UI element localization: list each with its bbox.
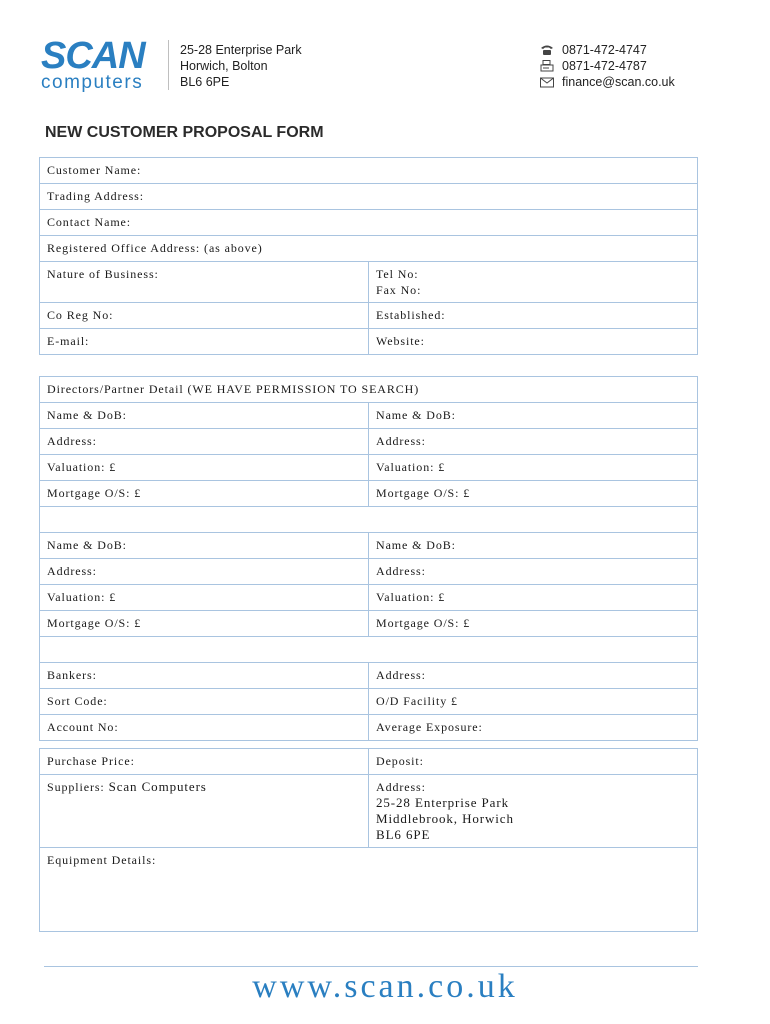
spacer-row <box>40 507 698 533</box>
suppliers-label: Suppliers: <box>47 780 105 794</box>
form-title: NEW CUSTOMER PROPOSAL FORM <box>45 124 324 141</box>
nature-of-business-field[interactable]: Nature of Business: <box>40 262 369 303</box>
address-line-3: BL6 6PE <box>180 75 230 89</box>
director-1-mortgage[interactable]: Mortgage O/S: £ <box>40 481 369 507</box>
director-1-address[interactable]: Address: <box>40 429 369 455</box>
director-1-valuation[interactable]: Valuation: £ <box>40 455 369 481</box>
director-3-address[interactable]: Address: <box>40 559 369 585</box>
director-4-name-dob[interactable]: Name & DoB: <box>369 533 698 559</box>
od-facility-field[interactable]: O/D Facility £ <box>369 689 698 715</box>
director-4-mortgage[interactable]: Mortgage O/S: £ <box>369 611 698 637</box>
scan-computers-logo <box>41 35 161 93</box>
phone-icon <box>540 44 554 56</box>
header-divider <box>168 40 169 90</box>
supplier-address-line-3: BL6 6PE <box>376 827 431 842</box>
sort-code-field[interactable]: Sort Code: <box>40 689 369 715</box>
footer-divider <box>44 966 698 967</box>
director-2-address[interactable]: Address: <box>369 429 698 455</box>
account-no-field[interactable]: Account No: <box>40 715 369 741</box>
deposit-field[interactable]: Deposit: <box>369 749 698 775</box>
bankers-field[interactable]: Bankers: <box>40 663 369 689</box>
customer-details-table <box>39 157 698 355</box>
spacer-row <box>40 637 698 663</box>
website-field[interactable]: Website: <box>369 329 698 355</box>
envelope-icon <box>540 76 554 88</box>
email-row <box>540 74 675 90</box>
company-address <box>180 42 302 90</box>
supplier-address-line-1: 25-28 Enterprise Park <box>376 795 509 810</box>
co-reg-no-field[interactable]: Co Reg No: <box>40 303 369 329</box>
director-1-name-dob[interactable]: Name & DoB: <box>40 403 369 429</box>
fax-no-label: Fax No: <box>376 283 422 297</box>
directors-heading: Directors/Partner Detail (WE HAVE PERMISSION TO SEARCH) <box>40 377 698 403</box>
fax-icon <box>540 60 554 72</box>
contact-name-field[interactable]: Contact Name: <box>40 210 698 236</box>
equipment-details-field[interactable]: Equipment Details: <box>40 848 698 932</box>
tel-fax-field[interactable] <box>369 262 698 303</box>
director-2-valuation[interactable]: Valuation: £ <box>369 455 698 481</box>
email-field[interactable]: E-mail: <box>40 329 369 355</box>
address-line-1: 25-28 Enterprise Park <box>180 43 302 57</box>
address-line-2: Horwich, Bolton <box>180 59 268 73</box>
director-2-name-dob[interactable]: Name & DoB: <box>369 403 698 429</box>
fax-number: 0871-472-4787 <box>562 59 647 73</box>
bank-address-field[interactable]: Address: <box>369 663 698 689</box>
supplier-address-field[interactable] <box>369 775 698 848</box>
logo-scan-text: SCAN <box>41 35 145 77</box>
directors-table <box>39 376 698 741</box>
director-3-mortgage[interactable]: Mortgage O/S: £ <box>40 611 369 637</box>
customer-name-field[interactable]: Customer Name: <box>40 158 698 184</box>
supplier-address-label: Address: <box>376 780 426 794</box>
footer-website: www.scan.co.uk <box>252 968 518 1005</box>
trading-address-field[interactable]: Trading Address: <box>40 184 698 210</box>
supplier-address-line-2: Middlebrook, Horwich <box>376 811 514 826</box>
director-3-name-dob[interactable]: Name & DoB: <box>40 533 369 559</box>
registered-office-field[interactable]: Registered Office Address: (as above) <box>40 236 698 262</box>
phone-row <box>540 42 675 58</box>
average-exposure-field[interactable]: Average Exposure: <box>369 715 698 741</box>
director-4-address[interactable]: Address: <box>369 559 698 585</box>
director-3-valuation[interactable]: Valuation: £ <box>40 585 369 611</box>
director-4-valuation[interactable]: Valuation: £ <box>369 585 698 611</box>
contact-details <box>540 42 675 90</box>
established-field[interactable]: Established: <box>369 303 698 329</box>
purchase-price-field[interactable]: Purchase Price: <box>40 749 369 775</box>
fax-row <box>540 58 675 74</box>
logo-computers-text: computers <box>41 72 144 93</box>
tel-no-label: Tel No: <box>376 267 419 281</box>
phone-number: 0871-472-4747 <box>562 43 647 57</box>
purchase-table <box>39 748 698 932</box>
director-2-mortgage[interactable]: Mortgage O/S: £ <box>369 481 698 507</box>
suppliers-field[interactable] <box>40 775 369 848</box>
email-address: finance@scan.co.uk <box>562 75 675 89</box>
suppliers-value: Scan Computers <box>108 779 207 794</box>
